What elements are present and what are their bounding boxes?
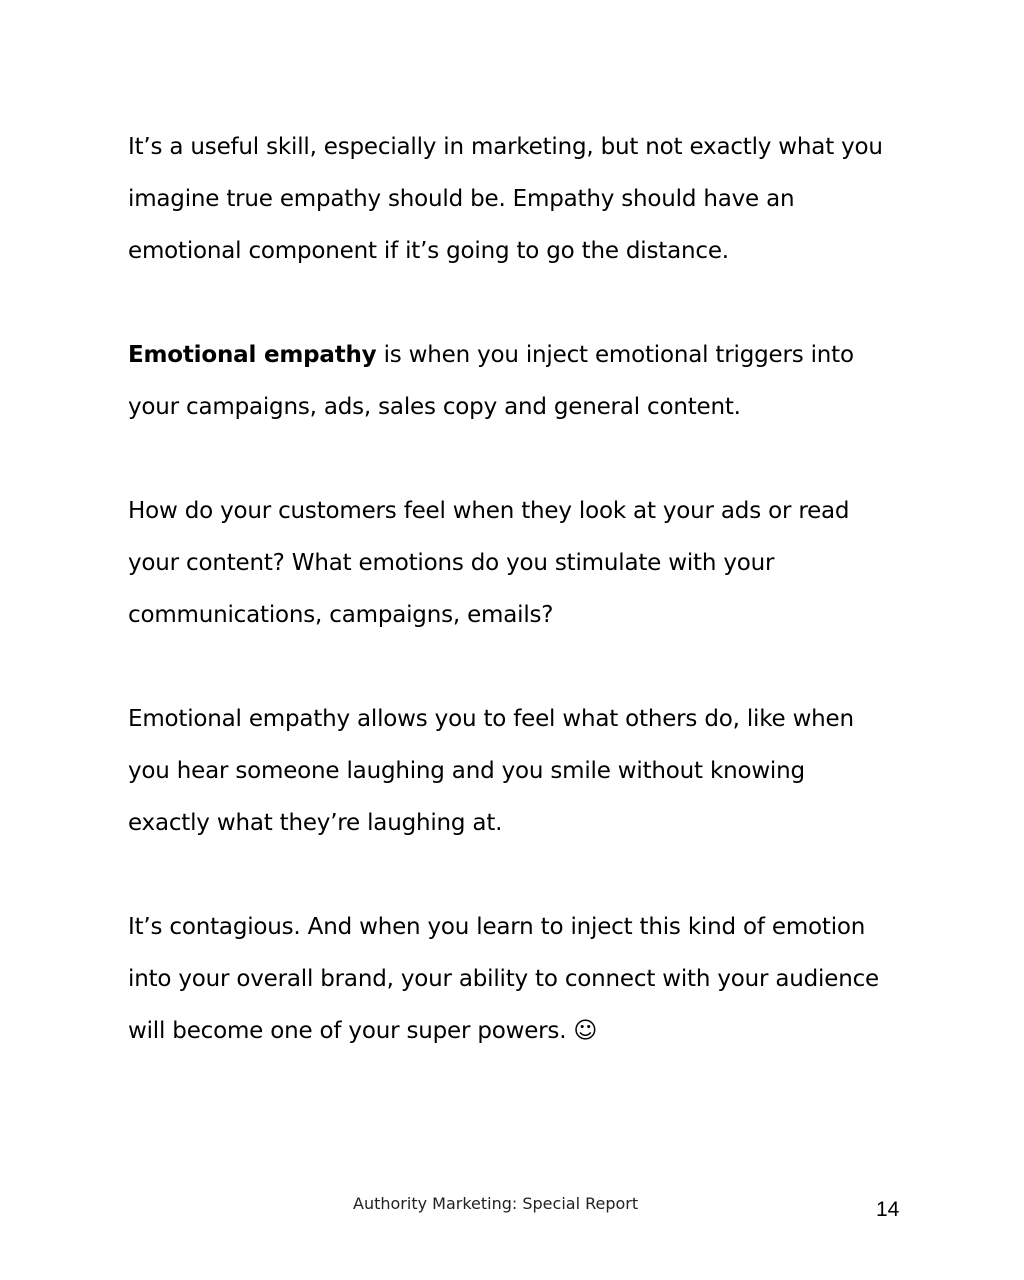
paragraph-line: your content? What emotions do you stimulate with your xyxy=(128,550,775,576)
footer-title: Authority Marketing: Special Report xyxy=(353,1194,639,1213)
paragraph-line: exactly what they’re laughing at. xyxy=(128,810,503,836)
paragraph-5 xyxy=(128,901,908,1057)
paragraph-line: It’s contagious. And when you learn to inject this kind of emotion xyxy=(128,914,866,940)
paragraph-line: How do your customers feel when they look at your ads or read xyxy=(128,498,850,524)
paragraph-line: emotional component if it’s going to go the distance. xyxy=(128,238,729,264)
paragraph-3 xyxy=(128,485,908,641)
paragraph-line: is when you inject emotional triggers into xyxy=(376,342,854,368)
page-number: 14 xyxy=(876,1198,900,1221)
paragraph-line: It’s a useful skill, especially in marketing, but not exactly what you xyxy=(128,134,883,160)
paragraph-line: into your overall brand, your ability to connect with your audience xyxy=(128,966,879,992)
body-text xyxy=(128,121,908,1109)
paragraph-line: will become one of your super powers. ☺ xyxy=(128,1018,598,1044)
page-footer xyxy=(0,1190,1024,1230)
paragraph-line: you hear someone laughing and you smile without knowing xyxy=(128,758,805,784)
paragraph-4 xyxy=(128,693,908,849)
paragraph-line: your campaigns, ads, sales copy and general content. xyxy=(128,394,741,420)
paragraph-line: communications, campaigns, emails? xyxy=(128,602,554,628)
paragraph-line: imagine true empathy should be. Empathy should have an xyxy=(128,186,795,212)
paragraph-line: Emotional empathy allows you to feel what others do, like when xyxy=(128,706,854,732)
bold-term: Emotional empathy xyxy=(128,342,377,368)
paragraph-2 xyxy=(128,329,908,433)
paragraph-1 xyxy=(128,121,908,277)
